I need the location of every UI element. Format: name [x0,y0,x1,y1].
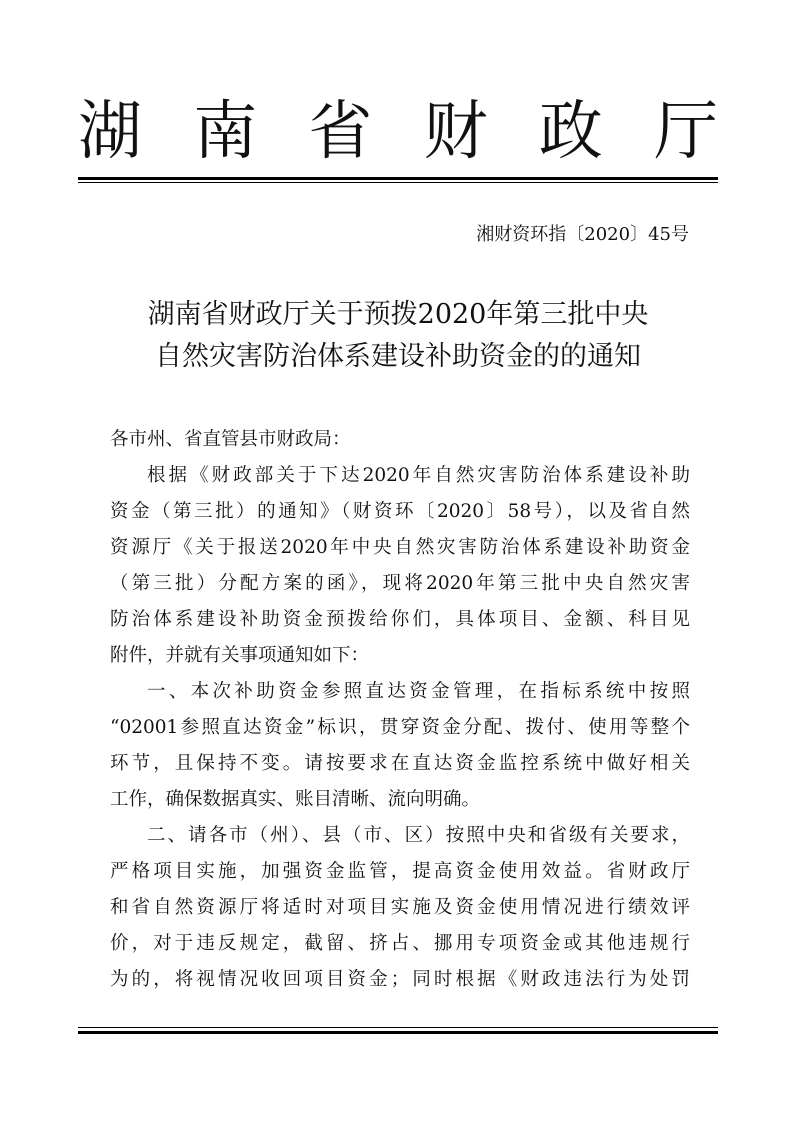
paragraph-line: 一、本次补助资金参照直达资金管理，在指标系统中按照 [147,681,690,702]
paragraph-line: 资金（第三批）的通知》（财资环〔2020〕58号），以及省自然 [110,501,690,522]
paragraph-line: 价，对于违反规定，截留、挤占、挪用专项资金或其他违规行 [110,933,690,954]
paragraph-line: 和省自然资源厅将适时对项目实施及资金使用情况进行绩效评 [110,897,690,918]
salutation: 各市州、省直管县市财政局： [110,429,351,450]
paragraph-line: （第三批）分配方案的函》，现将2020年第三批中央自然灾害 [110,573,690,594]
paragraph-line: 资源厅《关于报送2020年中央自然灾害防治体系建设补助资金 [110,537,690,558]
footer-divider-thin [78,1027,718,1028]
header-char: 厅 [653,95,718,169]
footer-divider-thick [78,1031,718,1034]
paragraph-item-2 [110,821,690,995]
header-char: 政 [538,95,603,169]
paragraph-line: 工作，确保数据真实、账目清晰、流向明确。 [110,789,481,810]
header-char: 省 [308,95,373,169]
header-char: 南 [193,95,258,169]
paragraph-line: 二、请各市（州）、县（市、区）按照中央和省级有关要求， [147,825,690,846]
document-title-line: 湖南省财政厅关于预拨2020年第三批中央 [147,299,649,330]
paragraph-line: 根据《财政部关于下达2020年自然灾害防治体系建设补助 [147,465,690,486]
paragraph-line: “02001参照直达资金”标识，贯穿资金分配、拨付、使用等整个 [110,717,690,738]
header-divider-thick [78,177,718,180]
paragraph-line: 防治体系建设补助资金预拨给你们，具体项目、金额、科目见 [110,609,690,630]
document-body [110,425,690,1001]
header-divider-thin [78,182,718,183]
issuing-authority-header [78,92,718,172]
paragraph-line: 环节，且保持不变。请按要求在直达资金监控系统中做好相关 [110,753,690,774]
paragraph-line: 为的，将视情况收回项目资金；同时根据《财政违法行为处罚 [110,969,690,990]
document-title [78,294,718,378]
paragraph-line: 附件，并就有关事项通知如下： [110,645,370,666]
document-number: 湘财资环指〔2020〕45号 [476,224,689,245]
paragraph-item-1 [110,677,690,815]
paragraph-line: 严格项目实施，加强资金监管，提高资金使用效益。省财政厅 [110,861,690,882]
header-char: 湖 [78,95,142,169]
header-char: 财 [423,95,488,169]
document-title-line: 自然灾害防治体系建设补助资金的的通知 [155,341,641,372]
paragraph-intro [110,461,690,671]
